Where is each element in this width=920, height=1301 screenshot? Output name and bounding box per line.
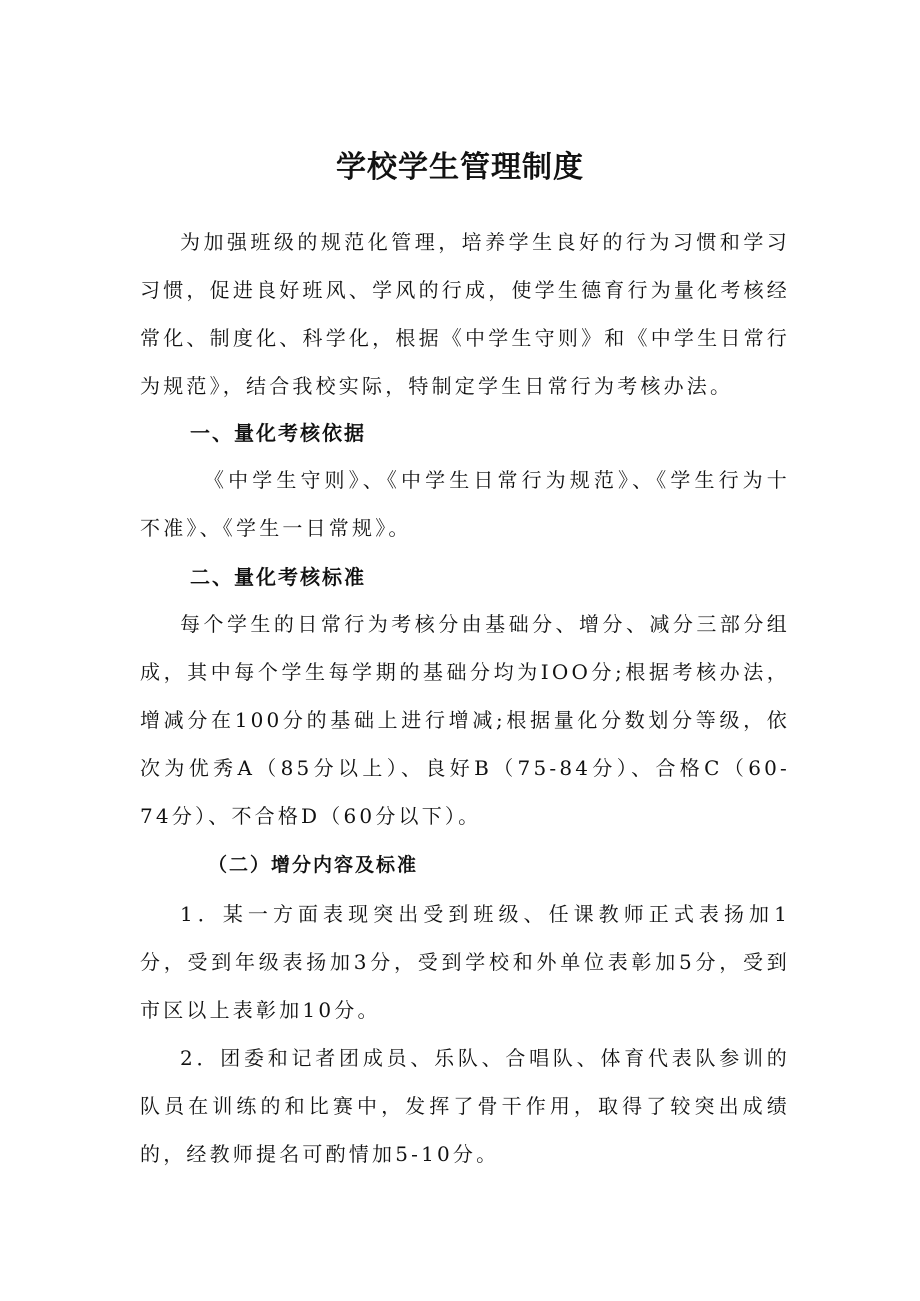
section1-body: 《中学生守则》、《中学生日常行为规范》、《学生行为十不准》、《学生一日常规》。 [140, 468, 790, 540]
intro-paragraph: 为加强班级的规范化管理，培养学生良好的行为习惯和学习习惯，促进良好班风、学风的行成，使学生德育行为量化考核经常化、制度化、科学化，根据《中学生守则》和《中学生日常行为规范》，结合我校实际，特制定学生日常行为考核办法。 [140, 230, 790, 398]
document-title: 学校学生管理制度 [336, 150, 584, 185]
list-item-2: 2．团委和记者团成员、乐队、合唱队、体育代表队参训的队员在训练的和比赛中，发挥了骨干作用，取得了较突出成绩的，经教师提名可酌情加5-10分。 [140, 1046, 790, 1166]
section2-heading: 二、量化考核标准 [190, 565, 366, 589]
section2-body: 每个学生的日常行为考核分由基础分、增分、减分三部分组成，其中每个学生每学期的基础分均为IOO分;根据考核办法，增减分在100分的基础上进行增减;根据量化分数划分等级，依次为优秀A（85分以上）、良好B（75-84分）、合格C（60-74分）、不合格D（60分以下）。 [140, 612, 790, 828]
subsection-heading: （二）增分内容及标准 [208, 854, 419, 876]
list-item-1: 1．某一方面表现突出受到班级、任课教师正式表扬加1分，受到年级表扬加3分，受到学校和外单位表彰加5分，受到市区以上表彰加10分。 [140, 902, 790, 1022]
section1-heading: 一、量化考核依据 [190, 421, 366, 445]
